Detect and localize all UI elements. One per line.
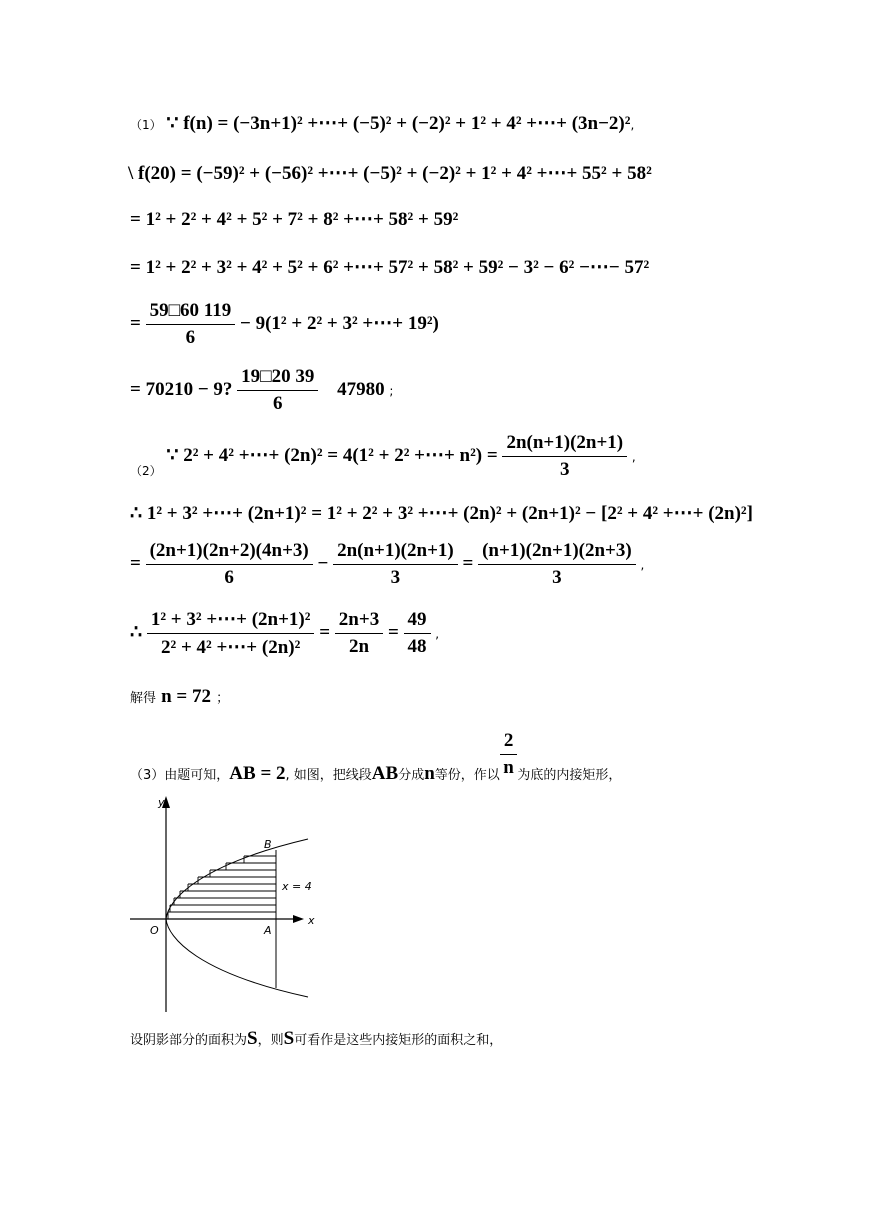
part2-eq2-prefix: ∴ [130, 503, 143, 524]
part2-eq4-c-num: 49 [404, 609, 431, 634]
parabola-upper [166, 839, 308, 919]
part2-solve-text: 解得 [130, 691, 157, 706]
part3-last-line [130, 1028, 502, 1050]
part3-last-s2: S [283, 1028, 295, 1049]
part3-text5: 为底的内接矩形， [517, 768, 622, 783]
part2-eq1-end: , [631, 449, 636, 464]
part3-text4: 等份，作以 [434, 768, 500, 783]
label-origin: O [150, 924, 159, 937]
part1-label: （1） [130, 118, 162, 132]
part3-eq-ab2: AB [371, 763, 399, 784]
part2-line1 [130, 432, 636, 481]
x-axis-arrow [293, 915, 304, 923]
part1-eq1-end: , [630, 118, 635, 132]
part1-line2 [128, 162, 652, 185]
part1-eq1: ∵ f(n) = (−3n+1)² +⋯+ (−5)² + (−2)² + 1² + 4² +⋯+ (3n−2)² [166, 113, 631, 134]
part2-line3: = $\frac{(2n+1)(2n+2)(4n+3)}{6}$ − $\frac{2n(n+1)(2n+1)}{3}$ = $\frac{(n+1)(2n+1)(2n+3)}{3}$ , [130, 540, 645, 588]
part1-line3: = 1² + 2² + 4² + 5² + 7² + 8² +⋯+ 58² + 59² [130, 209, 459, 230]
part2-eq4-b-den: 2n [348, 636, 370, 657]
label-x4: x = 4 [282, 880, 312, 893]
part2-eq4-c-den: 48 [407, 636, 427, 657]
part1-eq6-fraction [237, 366, 318, 415]
part3-last-text3: 可看作是这些内接矩形的面积之和， [294, 1033, 503, 1048]
part2-solve-line [130, 686, 229, 708]
part2-eq1-fraction [502, 432, 627, 481]
label-a: A [264, 924, 272, 937]
part2-eq3-a-den: 6 [224, 567, 234, 588]
part2-solve-eq: n = 72 [161, 686, 212, 707]
part3-eq-n: n [424, 763, 435, 784]
part2-eq4-b-num: 2n+3 [335, 609, 383, 634]
part3-frac-num: 2 [500, 730, 518, 755]
part1-eq6-num: 19□20 39 [237, 366, 318, 391]
part2-eq4-frac-a [147, 608, 315, 659]
part2-label: （2） [130, 463, 162, 478]
part1-eq6-post: 47980 [337, 378, 385, 400]
part2-eq4-frac-c [404, 609, 431, 658]
part1-eq5-den: 6 [185, 327, 196, 348]
part2-eq1-den: 3 [560, 459, 570, 480]
part3-last-text1: 设阴影部分的面积为 [130, 1033, 248, 1048]
part2-eq4-a-den: 2² + 4² +⋯+ (2n)² [161, 637, 301, 658]
part1-eq2-prefix: \ [128, 163, 134, 184]
part2-solve-end: ； [216, 691, 230, 706]
part1-eq5-num: 59□60 119 [146, 300, 236, 325]
part2-eq2: 1² + 3² +⋯+ (2n+1)² = 1² + 2² + 3² +⋯+ (2n)² + (2n+1)² − [2² + 4² +⋯+ (2n)²] [146, 503, 753, 524]
part2-line4: ∴ $\frac{\text{1² + 3² +⋯+ (2n+1)²}}{\text{2² + 4² +⋯+ (2n)²}}$ = $\frac{2n+3}{2n}$ = $\frac{49}{48}$ , [130, 609, 440, 658]
part2-eq3-b-num: 2n(n+1)(2n+1) [333, 540, 458, 565]
part2-eq1-pre: ∵ 2² + 4² +⋯+ (2n)² = 4(1² + 2² +⋯+ n²) = [166, 444, 498, 466]
part3-text1: 由题可知， [164, 768, 230, 783]
inscribed-rectangles [168, 856, 276, 919]
part3-fraction [500, 730, 518, 779]
part1-line5: = $\frac{59□60 119}{6}$ − 9(1² + 2² + 3² +⋯+ 19²) [130, 300, 439, 348]
part3-last-s1: S [247, 1028, 258, 1049]
part2-eq3-b-den: 3 [390, 567, 401, 588]
part3-text2: , 如图，把线段 [285, 768, 372, 783]
label-x: x [308, 914, 315, 927]
part2-eq3-frac-c [478, 540, 636, 589]
part3-eq-ab: AB = 2 [229, 763, 286, 784]
part1-eq6-den: 6 [273, 393, 283, 414]
part2-eq3-frac-a [146, 540, 313, 589]
part2-eq3-end: , [640, 557, 645, 572]
part2-eq4-prefix: ∴ [130, 621, 143, 643]
parabola-lower [166, 919, 308, 997]
part3-text3: 分成 [398, 768, 425, 783]
part2-eq1-num: 2n(n+1)(2n+1) [502, 432, 627, 457]
part2-eq3-frac-b [333, 540, 458, 589]
part3-last-text2: ，则 [257, 1033, 284, 1048]
part1-eq6-end: ; [389, 383, 394, 398]
part2-eq4-frac-b [335, 609, 383, 658]
part3-label: （3） [130, 768, 165, 783]
part2-eq3-c-den: 3 [552, 567, 562, 588]
part2-eq4-a-num: 1² + 3² +⋯+ (2n+1)² [147, 608, 315, 634]
part1-line1 [130, 112, 634, 135]
part1-line4: = 1² + 2² + 3² + 4² + 5² + 6² +⋯+ 57² + 58² + 59² − 3² − 6² −⋯− 57² [130, 257, 650, 278]
part2-line2 [130, 502, 753, 525]
part2-eq4-end: , [435, 626, 440, 641]
part1-eq5-fraction [146, 300, 236, 349]
part3-line1 [130, 730, 622, 784]
part1-eq5-rest: − 9(1² + 2² + 3² +⋯+ 19²) [240, 312, 439, 334]
part3-frac-den: n [503, 757, 514, 778]
part1-eq6-pre: = 70210 − 9? [130, 378, 233, 400]
parabola-figure [128, 790, 328, 1018]
part1-eq2: f(20) = (−59)² + (−56)² +⋯+ (−5)² + (−2)² + 1² + 4² +⋯+ 55² + 58² [138, 163, 652, 184]
label-b: B [264, 838, 272, 851]
label-y: y [158, 796, 165, 809]
part1-line6 [130, 366, 393, 415]
part2-eq3-c-num: (n+1)(2n+1)(2n+3) [478, 540, 636, 565]
part2-eq3-a-num: (2n+1)(2n+2)(4n+3) [146, 540, 313, 565]
